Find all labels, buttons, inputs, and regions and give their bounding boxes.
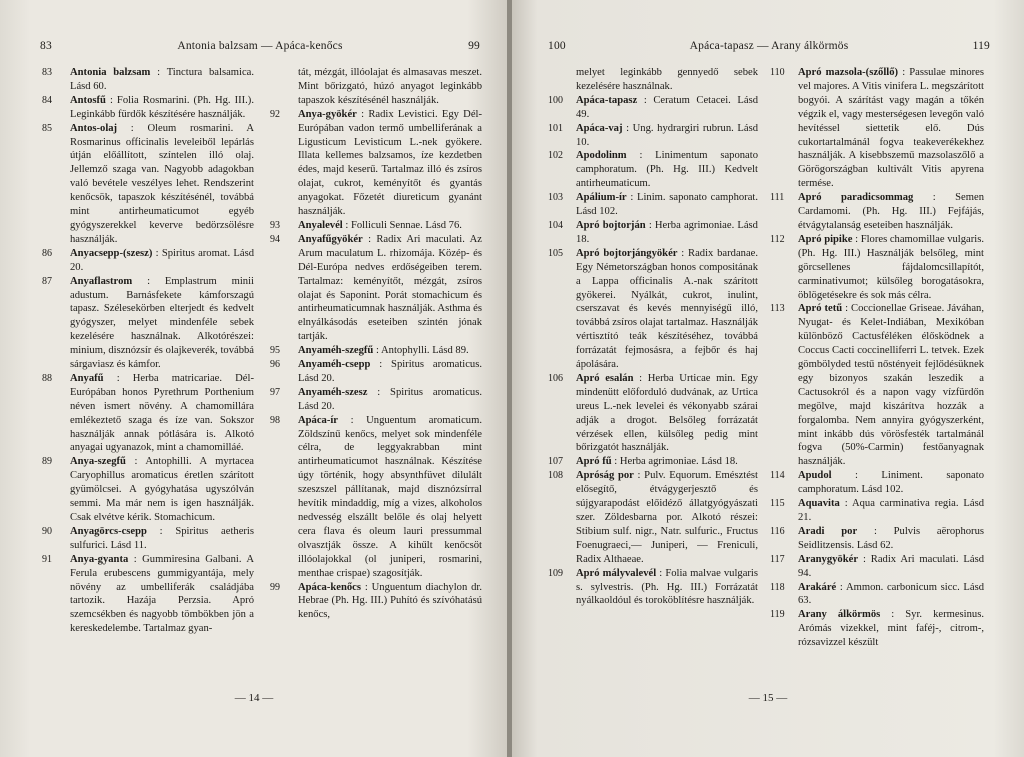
entry-headword: Apró tetű xyxy=(798,303,843,315)
entry-number: 107 xyxy=(548,456,563,468)
entry-headword: Arany álkörmös xyxy=(798,609,881,621)
dictionary-entry xyxy=(770,469,984,497)
entry-number: 110 xyxy=(770,67,785,78)
right-header-last-entry: 119 xyxy=(972,40,990,52)
entry-text: : Herba matricariae. Dél-Európában honos Pyrethrum Porthenium néven ismert növény. A chamomillára emlékeztető szaga és íze van. Sokszor használják annak pótlására is. Alkotó anyagai ugyanazok, mint a chamomilláé. xyxy=(70,372,254,454)
dictionary-entry xyxy=(548,372,758,455)
entry-headword: Apróság por xyxy=(576,470,634,482)
entry-text: : Herba agrimoniae. Lásd 18. xyxy=(576,219,758,245)
left-header-first-entry: 83 xyxy=(40,40,52,52)
entry-text: : Coccionellae Griseae. Jáváhan, Nyugat- és Kelet-Indiában, Mexikóban különböző Cactusféléken élősködnek a Coccus Cacti coccinelliferri L. tetvek. Ezek gömbölyded testű nőstényeit fejlődésüknek egy bizonyos szakán leszedik a Cactusokról és a napon vagy vízfürdőn megölve, majd kiszárítva hozzák a forgalomba. Nem annyira gyógyszerként, mint inkább dús vörösfesték tartalmánál fogva (50%-Carmin) festőanyagnak használják. xyxy=(798,303,984,468)
entry-number: 91 xyxy=(42,553,52,565)
left-page xyxy=(0,0,508,757)
entry-number: 103 xyxy=(548,192,563,204)
right-column-2 xyxy=(770,66,984,682)
entry-number: 117 xyxy=(770,553,785,565)
dictionary-entry xyxy=(270,581,482,623)
entry-headword: Apró bojtorján xyxy=(576,219,646,231)
entry-headword: Apró pipike xyxy=(798,233,853,245)
dictionary-entry xyxy=(42,372,254,455)
entry-text: : Folia Rosmarini. (Ph. Hg. III.). Leginkább fürdők készítésére használják. xyxy=(70,94,254,120)
dictionary-entry xyxy=(770,191,984,233)
entry-number: 112 xyxy=(770,233,785,245)
dictionary-entry xyxy=(42,122,254,247)
entry-text: : Ceratum Cetacei. Lásd 49. xyxy=(576,94,758,120)
entry-text: : Pulvis aërophorus Seidlitzensis. Lásd 62. xyxy=(798,525,984,551)
entry-text: : Radix bardanae. Egy Németországban honos compositának a Lappa officinalis A.-nak szárított gyökerei. Nyálkát, cukrot, inulint, cserszavat és kevés mennyiségű illó, továbbá zsíros olajat tartalmaz. Használják vértisztító teák készítéséhez, továbbá forrázatát fejmosásra, a fejbőr és haj ápolására. xyxy=(576,247,758,371)
entry-headword: Arakáré xyxy=(798,581,837,593)
entry-number: 89 xyxy=(42,456,52,468)
entry-text: : Passulae minores vel majores. A Vitis vinifera L. megszárított bogyói. A szárítást vagy magán a tőkén végzik el, vagy mesterségesen levegőn való hevítéssel siettetik elő. Dús cukortartalmánál fogva teakeverékekhez használják. A kisebbszemű mazsolaszőlő a Görögországban kultivált Vitis apyrena termése. xyxy=(798,67,984,190)
entry-headword: Anyaméh-szesz xyxy=(298,386,368,398)
entry-number: 115 xyxy=(770,498,785,510)
entry-headword: Apró esalán xyxy=(576,372,634,384)
entry-text: : Syr. kermesinus. Arómás vizekkel, mint faféj-, citrom-, rózsavizzel készült xyxy=(798,609,984,649)
left-page-folio: — 14 — xyxy=(234,692,274,704)
dictionary-entry xyxy=(770,66,984,191)
entry-number: 100 xyxy=(548,94,563,106)
entry-headword: Anyaméh-csepp xyxy=(298,359,371,371)
entry-headword: Anyafűgyökér xyxy=(298,233,363,245)
right-page xyxy=(512,0,1024,757)
right-header-first-entry: 100 xyxy=(548,40,566,52)
entry-text: : Pulv. Equorum. Emésztést elősegítő, étvágygerjesztő és sújgyarapodást előidéző állatgyógyászati szer. Zöldesbarna por. Alkotó részei: Stibium sulf. nigr., Natr. sulfuric., Fructus Foenugraeci,— Juniperi, — Freniculi, Radix Althaeae. xyxy=(576,470,758,565)
entry-number: 92 xyxy=(270,108,280,120)
entry-text: : Liniment. saponato camphoratum. Lásd 102. xyxy=(798,470,984,496)
entry-headword: Antonia balzsam xyxy=(70,67,151,78)
entry-headword: Aradi por xyxy=(798,525,858,537)
entry-headword: Apudol xyxy=(798,470,832,482)
entry-number: 95 xyxy=(270,345,280,357)
entry-number: 109 xyxy=(548,567,563,579)
entry-text: : Folliculi Sennae. Lásd 76. xyxy=(345,219,462,231)
entry-number: 106 xyxy=(548,372,563,384)
dictionary-entry xyxy=(548,191,758,219)
dictionary-entry xyxy=(270,219,482,233)
entry-text: : Spiritus aromaticus. Lásd 20. xyxy=(298,386,482,412)
dictionary-entry xyxy=(42,275,254,372)
entry-text: : Gummiresina Galbani. A Ferula erubescens gummigyantája, mely növény az umbelliferák családjába tartozik. Hazája Perzsia. Apró szemcsékben és nagyobb tömbökben jön a kereskedelembe. Tartalmaz gyan- xyxy=(70,553,254,635)
entry-headword: Anyaméh-szegfű xyxy=(298,345,374,357)
entry-headword: Anya-gyökér xyxy=(298,108,357,120)
dictionary-entry xyxy=(548,455,758,469)
entry-text: : Radix Ari maculati. Az Arum maculatum L. rhizomája. Közép- és Dél-Európa nedves erdőségeiben terem. Tartalmaz: keményítőt, mézgát, zsíros olajat és Saponint. Porát stomachicum és antirheumaticumnak használják. Asthma és elnyálkásodás eseteiben szintén jónak tartják. xyxy=(298,233,482,343)
right-running-header xyxy=(548,40,990,58)
dictionary-entry xyxy=(770,233,984,303)
right-column-1 xyxy=(548,66,758,682)
entry-number: 108 xyxy=(548,470,563,482)
entry-text: : Spiritus aetheris sulfurici. Lásd 11. xyxy=(70,525,254,551)
dictionary-entry xyxy=(42,525,254,553)
entry-headword: Apró paradicsommag xyxy=(798,192,914,204)
dictionary-entry xyxy=(548,247,758,372)
entry-number: 83 xyxy=(42,67,52,78)
left-column-1 xyxy=(42,66,254,682)
entry-text: : Semen Cardamomi. (Ph. Hg. III.) Fejfájás, étvágytalanság eseteiben használják. xyxy=(798,192,984,231)
entry-number: 85 xyxy=(42,122,52,134)
entry-headword: Apáca-kenőcs xyxy=(298,581,361,593)
entry-headword: Apálium-ír xyxy=(576,192,627,204)
entry-text: : Folia malvae vulgaris s. sylvestris. (Ph. Hg. III.) Forrázatát nyálkaoldóul és toroköblítésre használják. xyxy=(576,567,758,607)
entry-headword: Aranygyökér xyxy=(798,553,859,565)
entry-text: : Herba agrimoniae. Lásd 18. xyxy=(614,456,738,468)
entry-continuation xyxy=(270,66,482,108)
entry-text: melyet leginkább gennyedő sebek kezelésére használnak. xyxy=(576,67,758,92)
right-page-folio: — 15 — xyxy=(748,692,788,704)
dictionary-entry xyxy=(548,219,758,247)
dictionary-entry xyxy=(42,247,254,275)
entry-number: 86 xyxy=(42,247,52,259)
entry-text: : Herba Urticae min. Egy mindenütt előforduló dudvának, az Urtica ureus L.-nek levelei és vékonyabb szárai adják a drogot. Belsőleg forrázatát vérzések ellen, külsőleg pedig mint bőrizgatót használják. xyxy=(576,372,758,454)
dictionary-entry xyxy=(770,525,984,553)
entry-headword: Apró fű xyxy=(576,456,612,468)
dictionary-entry xyxy=(770,497,984,525)
dictionary-entry xyxy=(770,553,984,581)
entry-number: 111 xyxy=(770,192,785,204)
entry-number: 88 xyxy=(42,372,52,384)
entry-number: 105 xyxy=(548,247,563,259)
dictionary-entry xyxy=(270,108,482,219)
dictionary-entry xyxy=(548,567,758,609)
dictionary-entry xyxy=(42,94,254,122)
entry-headword: Antosfű xyxy=(70,94,106,106)
entry-text: : Ammon. carbonicum sicc. Lásd 63. xyxy=(798,581,984,607)
entry-text: tát, mézgát, illóolajat és almasavas meszet. Mint bőrizgató, húzó anyagot leginkább tapaszok készítésénél használják. xyxy=(298,67,482,106)
entry-headword: Antos-olaj xyxy=(70,122,118,134)
entry-text: : Antophilli. A myrtacea Caryophillus aromaticus éretlen szárított gyümölcsei. A gyógyhatása ugyszólván semmi. Ma már nem is igen használják. Csak elvétve kérik. Stomachicum. xyxy=(70,456,254,523)
entry-headword: Apró mályvalevél xyxy=(576,567,657,579)
entry-number: 102 xyxy=(548,150,563,162)
entry-text: : Unguentum diachylon dr. Hebrae (Ph. Hg. III.) Puhító és szívóhatású kenőcs, xyxy=(298,581,482,621)
entry-text: : Linimentum saponato camphoratum. (Ph. Hg. III.) Kedvelt antirheumaticum. xyxy=(576,150,758,190)
entry-text: : Antophylli. Lásd 89. xyxy=(375,345,469,357)
dictionary-entry xyxy=(42,553,254,636)
entry-number: 96 xyxy=(270,359,280,371)
entry-text: : Radix Levistici. Egy Dél-Európában vadon termő umbelliferának a Ligusticum Levisticum L.-nek gyökere. Illata kellemes balzsamos, íze kezdetben édes, majd keserű. Tartalmaz illó és zsíros olajat, cukrot, keményítőt és gyantás anyagokat. Főzetét diureticum gyanánt használják. xyxy=(298,108,482,218)
entry-headword: Anyalevél xyxy=(298,219,343,231)
entry-headword: Aquavita xyxy=(798,498,840,510)
dictionary-entry xyxy=(770,302,984,469)
entry-headword: Apró bojtorjángyökér xyxy=(576,247,678,259)
entry-text: : Radix Ari maculati. Lásd 94. xyxy=(798,553,984,579)
entry-headword: Apró mazsola-(szőllő) xyxy=(798,67,899,78)
entry-text: : Aqua carminativa regia. Lásd 21. xyxy=(798,498,984,523)
entry-number: 97 xyxy=(270,386,280,398)
entry-number: 113 xyxy=(770,303,785,315)
entry-number: 84 xyxy=(42,94,52,106)
entry-number: 101 xyxy=(548,122,563,134)
entry-text: : Oleum rosmarini. A Rosmarinus officinalis leveleiből lepárlás útján előállított, színtelen illó olaj. Jellemző szaga van. Nagyobb adagokban való bevétele veszélyes lehet. Rendszerint kenőcsök, tapaszok készítésénél, továbbá mint antirheumaticumot egyéb gyógyszerekkel keverve bedörzsölésre használják. xyxy=(70,122,254,245)
entry-text: : Spiritus aromaticus. Lásd 20. xyxy=(298,359,482,384)
dictionary-entry xyxy=(548,94,758,122)
left-header-title: Antonia balzsam — Apáca-kenőcs xyxy=(177,40,343,52)
entry-headword: Apodolinm xyxy=(576,150,627,162)
entry-text: : Flores chamomillae vulgaris. (Ph. Hg. III.) Használják belsőleg, mint görcsellenes fájdalomcsillapítót, carminativumot; külsőleg borogatásokra, öblögetésekre és sok más célra. xyxy=(798,233,984,301)
entry-text: : Tinctura balsamica. Lásd 60. xyxy=(70,67,254,92)
entry-number: 116 xyxy=(770,525,785,537)
entry-text: : Unguentum aromaticum. Zöldszínű kenőcs, melyet sok mindenféle célra, de leggyakrabban mint antirheumaticumot használnak. Készítése úgy történik, hogy absynthfüvet dilulált szeszszel pállítanak, majd disznózsírral hevítik mindaddig, míg a vizes, alkoholos nedvesség elszállt belőle és olaj helyett cera flava és oleum lauri pressummal olvasztják össze. A kihűlt kenőcsöt illóolajokkal (ol juniperi, rosmarini, menthae crispae) szagosítják. xyxy=(298,414,482,579)
left-running-header xyxy=(40,40,480,58)
entry-number: 119 xyxy=(770,609,785,621)
dictionary-entry xyxy=(270,414,482,581)
entry-number: 99 xyxy=(270,581,280,593)
entry-number: 114 xyxy=(770,470,785,482)
dictionary-entry xyxy=(770,581,984,609)
dictionary-entry xyxy=(42,455,254,525)
entry-headword: Anya-szegfű xyxy=(70,456,126,468)
dictionary-entry xyxy=(548,149,758,191)
entry-headword: Anyaflastrom xyxy=(70,275,133,287)
dictionary-entry xyxy=(270,386,482,414)
dictionary-entry xyxy=(270,233,482,344)
entry-headword: Apáca-vaj xyxy=(576,122,623,134)
entry-number: 90 xyxy=(42,525,52,537)
entry-headword: Anyafű xyxy=(70,372,104,384)
entry-text: : Linim. saponato camphorat. Lásd 102. xyxy=(576,192,758,218)
right-header-title: Apáca-tapasz — Arany álkörmös xyxy=(689,40,849,52)
dictionary-entry xyxy=(548,122,758,150)
entry-headword: Apáca-ír xyxy=(298,414,339,426)
entry-number: 118 xyxy=(770,581,785,593)
entry-headword: Anyacsepp-(szesz) xyxy=(70,247,153,259)
entry-text: : Ung. hydrargiri rubrun. Lásd 10. xyxy=(576,122,758,148)
entry-headword: Anya-gyanta xyxy=(70,553,129,565)
entry-headword: Apáca-tapasz xyxy=(576,94,638,106)
entry-number: 94 xyxy=(270,233,280,245)
dictionary-entry xyxy=(42,66,254,94)
entry-number: 87 xyxy=(42,275,52,287)
entry-headword: Anyagörcs-csepp xyxy=(70,525,147,537)
entry-continuation xyxy=(548,66,758,94)
dictionary-entry xyxy=(770,608,984,650)
dictionary-entry xyxy=(270,344,482,358)
entry-text: : Emplastrum minii adustum. Barnásfekete kámforszagú tapasz. Szélesekörben elterjedt és kedvelt gyógyszer, melyet mindenféle sebek kezelésére használnak. Alkotórészei: minium, disznózsír és olajkeverék, továbbá sárgaviasz és kámfor. xyxy=(70,275,254,371)
left-column-2 xyxy=(270,66,482,682)
entry-number: 98 xyxy=(270,414,280,426)
entry-text: : Spiritus aromat. Lásd 20. xyxy=(70,247,254,273)
entry-number: 93 xyxy=(270,219,280,231)
left-header-last-entry: 99 xyxy=(468,40,480,52)
dictionary-entry xyxy=(548,469,758,566)
dictionary-entry xyxy=(270,358,482,386)
entry-number: 104 xyxy=(548,219,563,231)
